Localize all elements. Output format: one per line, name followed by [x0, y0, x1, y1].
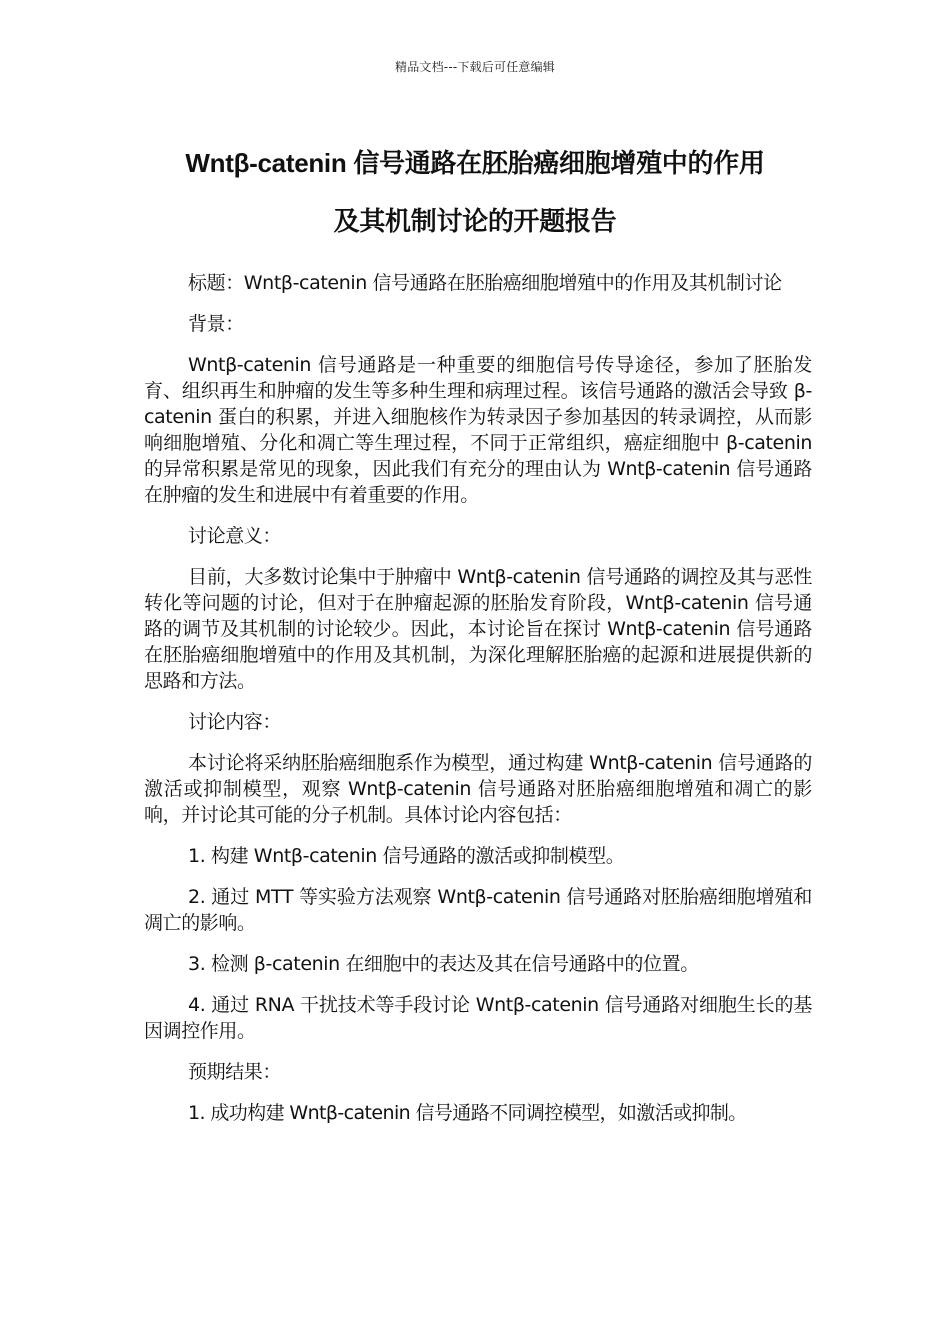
significance-paragraph: 目前，大多数讨论集中于肿瘤中 Wntβ-catenin 信号通路的调控及其与恶性转化等问题的讨论，但对于在肿瘤起源的胚胎发育阶段，Wntβ-catenin 信号通路的调节及其机制的讨论较少。因此，本讨论旨在探讨 Wntβ-catenin 信号通路在胚胎癌细胞增殖中的作用及其机制，为深化理解胚胎癌的起源和进展提供新的思路和方法。 [144, 566, 812, 692]
expected-results-list-item: 1. 成功构建 Wntβ-catenin 信号通路不同调控模型，如激活或抑制。 [188, 1102, 747, 1124]
content-list-item: 2. 通过 MTT 等实验方法观察 Wntβ-catenin 信号通路对胚胎癌细胞增殖和凋亡的影响。 [144, 886, 812, 934]
document-body [144, 270, 812, 1141]
section-heading-significance: 讨论意义： [188, 525, 282, 547]
section-heading-content: 讨论内容： [188, 711, 282, 733]
content-paragraph: 本讨论将采纳胚胎癌细胞系作为模型，通过构建 Wntβ-catenin 信号通路的激活或抑制模型，观察 Wntβ-catenin 信号通路对胚胎癌细胞增殖和凋亡的影响，并讨论其可能的分子机制。具体讨论内容包括： [144, 752, 812, 826]
section-heading-background: 背景： [188, 313, 244, 335]
section-heading-expected-results: 预期结果： [188, 1061, 282, 1083]
document-title [120, 134, 830, 250]
content-list-item: 4. 通过 RNA 干扰技术等手段讨论 Wntβ-catenin 信号通路对细胞生长的基因调控作用。 [144, 994, 812, 1042]
title-line-1: Wntβ-catenin 信号通路在胚胎癌细胞增殖中的作用 [185, 148, 765, 178]
background-paragraph: Wntβ-catenin 信号通路是一种重要的细胞信号传导途径，参加了胚胎发育、组织再生和肿瘤的发生等多种生理和病理过程。该信号通路的激活会导致 β-catenin 蛋白的积累，并进入细胞核作为转录因子参加基因的转录调控，从而影响细胞增殖、分化和凋亡等生理过程，不同于正常组织，癌症细胞中 β-catenin 的异常积累是常见的现象，因此我们有充分的理由认为 Wntβ-catenin 信号通路在肿瘤的发生和进展中有着重要的作用。 [144, 354, 812, 506]
content-list-item: 1. 构建 Wntβ-catenin 信号通路的激活或抑制模型。 [188, 845, 625, 867]
title-line-2: 及其机制讨论的开题报告 [333, 206, 617, 236]
subject-paragraph: 标题：Wntβ-catenin 信号通路在胚胎癌细胞增殖中的作用及其机制讨论 [188, 272, 782, 294]
header-note: 精品文档---下载后可任意编辑 [395, 60, 555, 74]
content-list-item: 3. 检测 β-catenin 在细胞中的表达及其在信号通路中的位置。 [188, 953, 699, 975]
